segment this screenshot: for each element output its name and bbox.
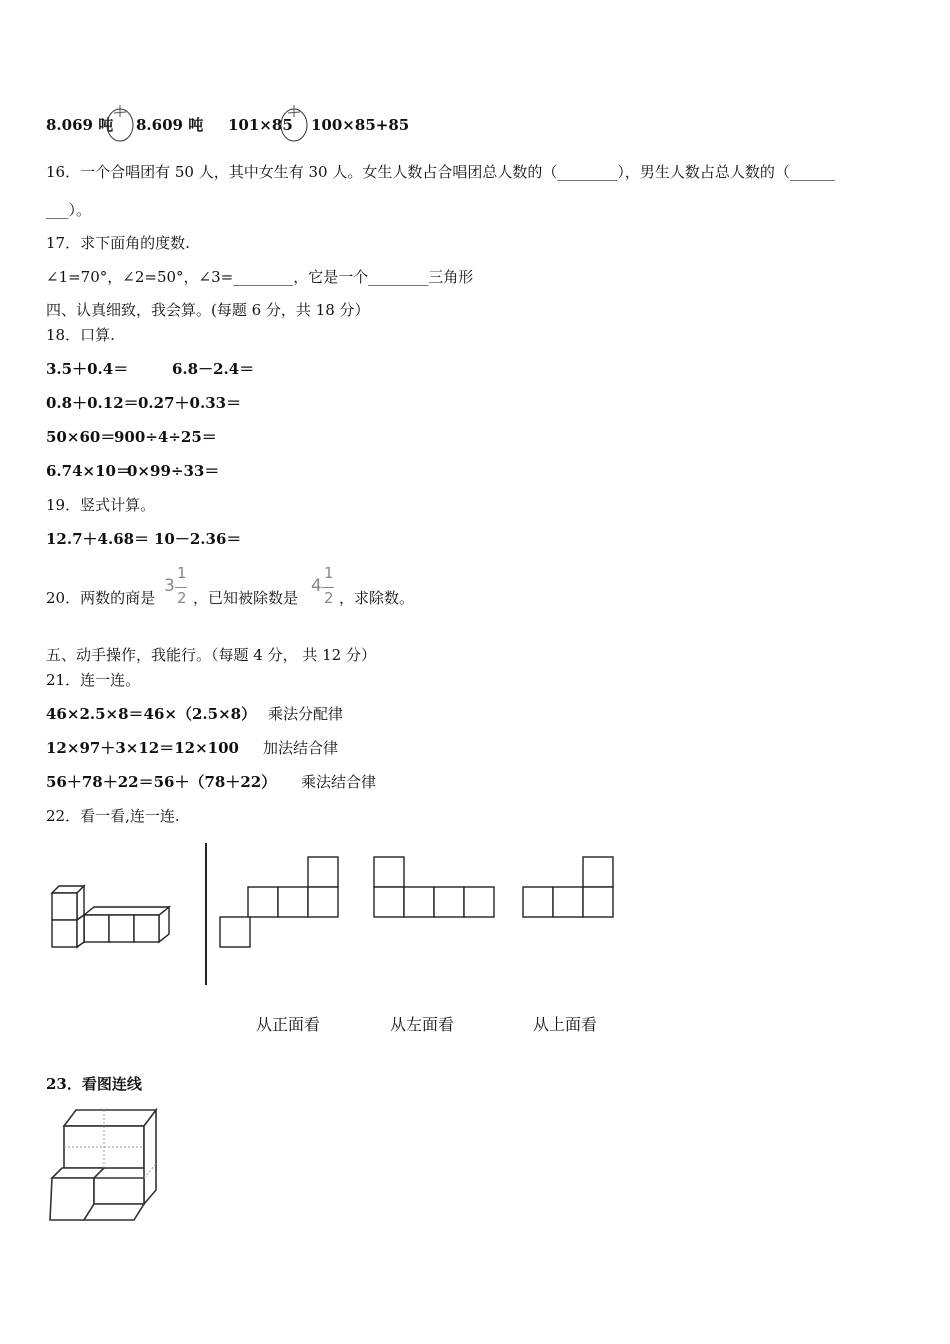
q22-view-grid-1[interactable] bbox=[218, 855, 342, 949]
q18-row4-a: 6.74×10＝ bbox=[46, 462, 131, 480]
q19-title: 19．竖式计算。 bbox=[46, 496, 156, 514]
q22-view-grid-3[interactable] bbox=[521, 855, 615, 919]
q20-quotient-fraction bbox=[164, 566, 190, 614]
section5-heading: 五、动手操作，我能行。（每题 4 分， 共 12 分） bbox=[46, 646, 376, 664]
q22-view-label-top[interactable]: 从上面看 bbox=[533, 1015, 598, 1034]
compare-circle-a[interactable] bbox=[104, 103, 136, 143]
q18-row1-b: 6.8－2.4＝ bbox=[172, 360, 255, 378]
q20-quotient-den: 2 bbox=[177, 589, 187, 607]
q21-law-1[interactable]: 乘法分配律 bbox=[268, 705, 344, 723]
q22-divider bbox=[205, 843, 207, 985]
q18-title: 18．口算. bbox=[46, 326, 115, 344]
q22-view-label-left[interactable]: 从左面看 bbox=[390, 1015, 455, 1034]
q20-dividend-den: 2 bbox=[324, 589, 334, 607]
q20-suffix: ，求除数。 bbox=[339, 589, 415, 607]
q18-row3-a: 50×60＝ bbox=[46, 428, 116, 446]
q20-dividend-num: 1 bbox=[324, 564, 334, 582]
compare-circle-b[interactable] bbox=[278, 103, 310, 143]
q20-dividend-bar bbox=[322, 587, 334, 588]
q17-title: 17．求下面角的度数. bbox=[46, 234, 190, 252]
compare-a-right: 8.609 吨 bbox=[136, 116, 204, 134]
q18-row2-b: 0.27＋0.33＝ bbox=[138, 394, 242, 412]
q20-quotient-whole: 3 bbox=[164, 576, 175, 596]
q23-block-figure bbox=[44, 1104, 160, 1224]
q22-cube-figure bbox=[46, 880, 186, 952]
q21-expr-2: 12×97＋3×12＝12×100 bbox=[46, 739, 239, 757]
q20-mid: ，已知被除数是 bbox=[193, 589, 299, 607]
q20-dividend-fraction bbox=[311, 566, 337, 614]
q17-body: ∠1=70°，∠2=50°，∠3=________，它是一个________三角形 bbox=[46, 268, 474, 286]
compare-b-right: 100×85+85 bbox=[311, 116, 410, 134]
q22-title: 22．看一看,连一连. bbox=[46, 807, 180, 825]
q21-expr-3: 56＋78＋22＝56＋（78＋22） bbox=[46, 773, 277, 791]
q18-row1-a: 3.5＋0.4＝ bbox=[46, 360, 129, 378]
compare-b-left: 101×85 bbox=[228, 116, 293, 134]
q22-view-grid-2[interactable] bbox=[372, 855, 496, 919]
q23-title: 23．看图连线 bbox=[46, 1075, 142, 1093]
q22-view-label-front[interactable]: 从正面看 bbox=[256, 1015, 321, 1034]
q18-row2-a: 0.8＋0.12＝ bbox=[46, 394, 139, 412]
q19-a: 12.7＋4.68＝ bbox=[46, 530, 150, 548]
section4-heading: 四、认真细致，我会算。(每题 6 分，共 18 分） bbox=[46, 301, 370, 319]
q16-line2: ___）。 bbox=[46, 201, 92, 219]
q16-line1: 16．一个合唱团有 50 人，其中女生有 30 人。女生人数占合唱团总人数的（________），男生人数占总人数的（______ bbox=[46, 163, 835, 181]
q21-law-2[interactable]: 加法结合律 bbox=[263, 739, 339, 757]
compare-a-left: 8.069 吨 bbox=[46, 116, 114, 134]
q20-dividend-whole: 4 bbox=[311, 576, 322, 596]
q21-law-3[interactable]: 乘法结合律 bbox=[301, 773, 377, 791]
q21-expr-1: 46×2.5×8＝46×（2.5×8） bbox=[46, 705, 257, 723]
q20-prefix: 20．两数的商是 bbox=[46, 589, 156, 607]
q18-row4-b: 0×99÷33＝ bbox=[127, 462, 220, 480]
q18-row3-b: 900÷4÷25＝ bbox=[114, 428, 217, 446]
q20-quotient-num: 1 bbox=[177, 564, 187, 582]
q20-quotient-bar bbox=[175, 587, 187, 588]
q21-title: 21．连一连。 bbox=[46, 671, 141, 689]
q19-b: 10－2.36＝ bbox=[154, 530, 242, 548]
